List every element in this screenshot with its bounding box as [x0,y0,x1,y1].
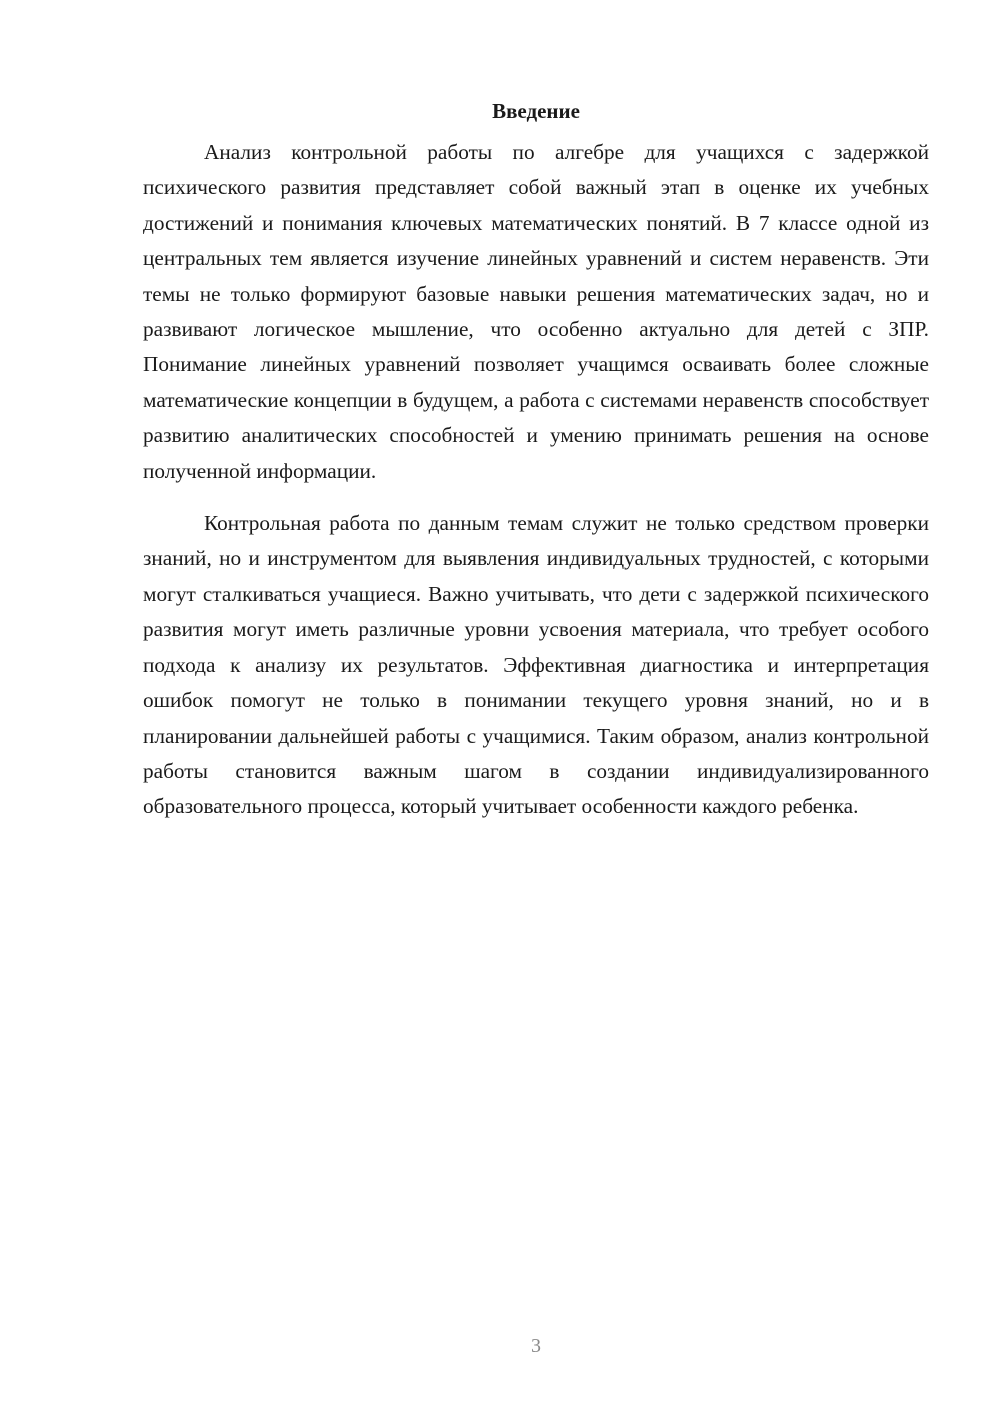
page-number: 3 [531,1335,541,1357]
paragraph-2: Контрольная работа по данным темам служит не только средством проверки знаний, но и инструментом для выявления индивидуальных трудностей, с которыми могут сталкиваться учащиеся. Важно учитывать, что дети с задержкой психического развития могут иметь различные уровни усвоения материала, что требует особого подхода к анализу их результатов. Эффективная диагностика и интерпретация ошибок помогут не только в понимании текущего уровня знаний, но и в планировании дальнейшей работы с учащимися. Таким образом, анализ контрольной работы становится важным шагом в создании индивидуализированного образовательного процесса, который учитывает особенности каждого ребенка. [143,511,929,819]
paragraph-1: Анализ контрольной работы по алгебре для учащихся с задержкой психического развития представляет собой важный этап в оценке их учебных достижений и понимания ключевых математических понятий. В 7 классе одной из центральных тем является изучение линейных уравнений и систем неравенств. Эти темы не только формируют базовые навыки решения математических задач, но и развивают логическое мышление, что особенно актуально для детей с ЗПР. Понимание линейных уравнений позволяет учащимся осваивать более сложные математические концепции в будущем, а работа с системами неравенств способствует развитию аналитических способностей и умению принимать решения на основе полученной информации. [143,140,929,483]
page-content [143,96,929,825]
section-title: Введение [492,99,580,123]
